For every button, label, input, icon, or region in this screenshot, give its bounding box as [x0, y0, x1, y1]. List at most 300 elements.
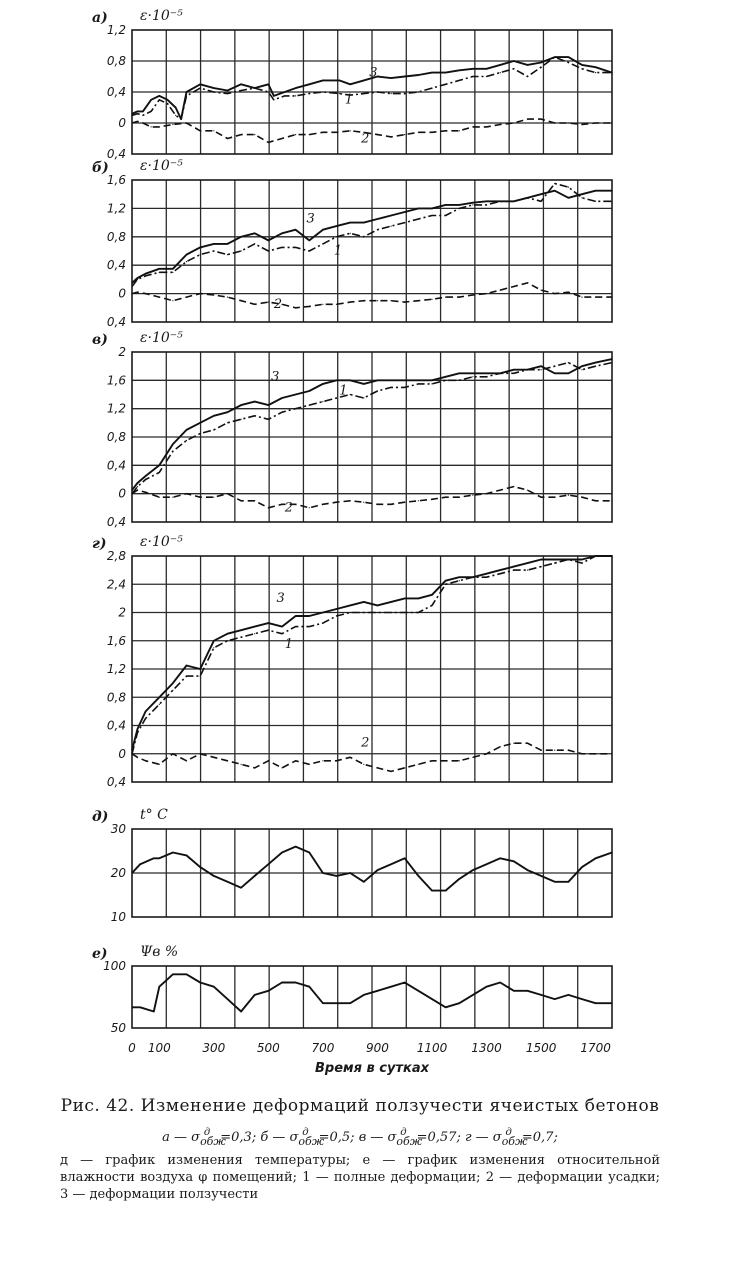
- data-point: [595, 555, 596, 556]
- y-tick-label: 0,4: [106, 515, 126, 529]
- condition-subscript: обж: [200, 1135, 226, 1148]
- y-axis-label: Ψв %: [140, 944, 179, 960]
- data-point: [541, 369, 542, 370]
- data-point: [350, 394, 351, 395]
- data-point: [322, 91, 323, 92]
- data-point: [541, 497, 542, 498]
- y-axis-label: ε·10⁻⁵: [140, 8, 183, 24]
- data-point: [418, 380, 419, 381]
- data-point: [431, 594, 432, 595]
- data-point: [459, 70, 460, 71]
- data-point: [459, 204, 460, 205]
- data-point: [500, 290, 501, 291]
- data-point: [309, 390, 310, 391]
- data-point: [131, 750, 132, 751]
- data-point: [336, 615, 337, 616]
- data-point: [213, 130, 214, 131]
- data-point: [445, 297, 446, 298]
- data-point: [213, 243, 214, 244]
- data-point: [241, 764, 242, 765]
- data-point: [541, 559, 542, 560]
- data-point: [159, 465, 160, 466]
- data-point: [391, 215, 392, 216]
- data-point: [568, 62, 569, 63]
- data-point: [554, 122, 555, 123]
- data-point: [527, 119, 528, 120]
- panel-label: б): [92, 160, 109, 176]
- data-point: [554, 183, 555, 184]
- data-point: [500, 201, 501, 202]
- data-point: [486, 864, 487, 865]
- data-point: [459, 208, 460, 209]
- data-point: [363, 383, 364, 384]
- y-tick-label: 0,4: [106, 147, 126, 161]
- data-point: [431, 760, 432, 761]
- data-point: [172, 268, 173, 269]
- data-point: [431, 999, 432, 1000]
- data-point: [404, 380, 405, 381]
- data-point: [391, 601, 392, 602]
- data-point: [336, 236, 337, 237]
- y-tick-label: 0: [118, 486, 126, 501]
- data-point: [554, 497, 555, 498]
- data-point: [254, 233, 255, 234]
- data-point: [159, 268, 160, 269]
- data-point: [145, 760, 146, 761]
- data-point: [200, 867, 201, 868]
- data-point: [137, 277, 138, 278]
- data-point: [554, 57, 555, 58]
- data-point: [404, 767, 405, 768]
- data-point: [131, 293, 132, 294]
- panel-label: д): [92, 809, 109, 825]
- data-point: [527, 369, 528, 370]
- data-point: [541, 750, 542, 751]
- data-point: [336, 304, 337, 305]
- data-point: [377, 390, 378, 391]
- y-tick-label: 20: [110, 866, 126, 880]
- data-point: [227, 633, 228, 634]
- data-point: [418, 300, 419, 301]
- condition-superscript: д: [302, 1127, 309, 1138]
- data-point: [350, 872, 351, 873]
- data-point: [486, 753, 487, 754]
- data-point: [418, 218, 419, 219]
- data-point: [363, 397, 364, 398]
- data-point: [268, 990, 269, 991]
- data-point: [145, 479, 146, 480]
- data-point: [254, 500, 255, 501]
- data-point: [595, 1003, 596, 1004]
- data-point: [527, 64, 528, 65]
- data-point: [431, 72, 432, 73]
- data-point: [186, 297, 187, 298]
- data-point: [151, 111, 152, 112]
- figure-caption: [60, 1094, 660, 1203]
- data-point: [151, 99, 152, 100]
- data-point: [200, 433, 201, 434]
- data-point: [295, 626, 296, 627]
- data-point: [284, 91, 285, 92]
- x-axis-label: Время в сутках: [315, 1061, 429, 1076]
- data-point: [595, 362, 596, 363]
- data-point: [254, 415, 255, 416]
- data-point: [131, 872, 132, 873]
- x-tick-label: 1700: [580, 1041, 611, 1055]
- condition-subscript: обж: [298, 1135, 325, 1148]
- y-tick-label: 2,4: [106, 577, 126, 592]
- data-point: [363, 612, 364, 613]
- data-point: [339, 93, 340, 94]
- data-point: [172, 300, 173, 301]
- panel-label: в): [92, 332, 108, 348]
- data-point: [309, 250, 310, 251]
- data-point: [513, 122, 514, 123]
- data-point: [227, 493, 228, 494]
- data-point: [459, 878, 460, 879]
- data-point: [541, 366, 542, 367]
- data-point: [554, 293, 555, 294]
- data-point: [459, 380, 460, 381]
- data-point: [377, 218, 378, 219]
- data-point: [281, 397, 282, 398]
- data-point: [581, 64, 582, 65]
- data-point: [172, 690, 173, 691]
- data-point: [581, 194, 582, 195]
- condition-prefix: в — σ: [358, 1130, 397, 1145]
- data-point: [137, 121, 138, 122]
- data-point: [254, 767, 255, 768]
- y-tick-label: 1,2: [106, 201, 126, 216]
- data-point: [268, 419, 269, 420]
- data-point: [281, 626, 282, 627]
- data-point: [131, 286, 132, 287]
- data-point: [295, 307, 296, 308]
- data-point: [611, 753, 612, 754]
- data-point: [241, 630, 242, 631]
- data-point: [568, 292, 569, 293]
- data-point: [418, 74, 419, 75]
- data-point: [391, 300, 392, 301]
- data-point: [159, 697, 160, 698]
- data-point: [186, 974, 187, 975]
- caption-condition: [358, 1127, 465, 1148]
- data-point: [137, 728, 138, 729]
- data-point: [595, 366, 596, 367]
- data-point: [472, 994, 473, 995]
- data-point: [404, 93, 405, 94]
- data-point: [568, 559, 569, 560]
- data-point: [241, 134, 242, 135]
- data-point: [322, 80, 323, 81]
- y-tick-label: 1,2: [106, 401, 126, 416]
- y-tick-label: 30: [110, 822, 126, 836]
- data-point: [500, 858, 501, 859]
- y-tick-label: 1,2: [106, 662, 126, 676]
- data-point: [363, 236, 364, 237]
- x-tick-label: 500: [256, 1041, 280, 1055]
- y-tick-label: 1,6: [106, 373, 126, 388]
- data-point: [404, 76, 405, 77]
- data-point: [131, 282, 132, 283]
- data-point: [309, 240, 310, 241]
- data-point: [281, 138, 282, 139]
- data-point: [377, 870, 378, 871]
- data-point: [295, 247, 296, 248]
- data-point: [486, 201, 487, 202]
- data-point: [281, 412, 282, 413]
- data-point: [336, 397, 337, 398]
- data-point: [295, 408, 296, 409]
- data-point: [142, 111, 143, 112]
- data-point: [568, 122, 569, 123]
- data-point: [241, 90, 242, 91]
- data-point: [445, 380, 446, 381]
- data-point: [513, 373, 514, 374]
- data-point: [581, 753, 582, 754]
- data-point: [172, 852, 173, 853]
- data-point: [227, 90, 228, 91]
- data-point: [350, 757, 351, 758]
- data-point: [611, 201, 612, 202]
- data-point: [418, 208, 419, 209]
- data-point: [227, 999, 228, 1000]
- data-point: [581, 366, 582, 367]
- data-point: [431, 499, 432, 500]
- data-point: [137, 757, 138, 758]
- data-point: [541, 290, 542, 291]
- data-point: [322, 229, 323, 230]
- condition-value: =0,7;: [521, 1130, 558, 1145]
- data-point: [186, 760, 187, 761]
- x-tick-label: 700: [311, 1041, 335, 1055]
- data-point: [145, 275, 146, 276]
- data-point: [159, 497, 160, 498]
- data-point: [172, 272, 173, 273]
- data-point: [137, 482, 138, 483]
- data-point: [500, 373, 501, 374]
- x-tick-label: 1300: [471, 1041, 502, 1055]
- data-point: [159, 95, 160, 96]
- data-point: [295, 846, 296, 847]
- data-point: [213, 640, 214, 641]
- data-point: [445, 497, 446, 498]
- data-point: [350, 302, 351, 303]
- data-point: [295, 394, 296, 395]
- data-point: [309, 84, 310, 85]
- data-point: [137, 292, 138, 293]
- condition-prefix: г — σ: [464, 1130, 502, 1145]
- data-point: [404, 502, 405, 503]
- data-point: [295, 134, 296, 135]
- data-point: [581, 68, 582, 69]
- data-point: [241, 250, 242, 251]
- data-point: [350, 605, 351, 606]
- y-tick-label: 0,4: [106, 775, 126, 789]
- data-point: [241, 236, 242, 237]
- caption-legend-text: д — график изменения температуры; е — график изменения относительной влажности воздуха φ помещений; 1 — полные деформации; 2 — деформации усадки; 3 — деформации ползучести: [60, 1153, 660, 1202]
- data-point: [377, 990, 378, 991]
- data-point: [486, 68, 487, 69]
- data-point: [418, 383, 419, 384]
- data-point: [527, 197, 528, 198]
- data-point: [404, 387, 405, 388]
- data-point: [241, 419, 242, 420]
- data-point: [486, 373, 487, 374]
- data-point: [541, 62, 542, 63]
- data-point: [595, 753, 596, 754]
- data-point: [140, 1007, 141, 1008]
- data-point: [322, 612, 323, 613]
- data-point: [186, 676, 187, 677]
- data-point: [254, 994, 255, 995]
- data-point: [568, 197, 569, 198]
- data-point: [350, 380, 351, 381]
- caption-condition: [162, 1127, 261, 1148]
- data-point: [445, 204, 446, 205]
- data-point: [363, 222, 364, 223]
- data-point: [554, 750, 555, 751]
- data-point: [363, 881, 364, 882]
- data-point: [200, 247, 201, 248]
- data-point: [486, 986, 487, 987]
- data-point: [281, 767, 282, 768]
- data-point: [322, 304, 323, 305]
- condition-prefix: б — σ: [260, 1130, 299, 1145]
- data-point: [268, 864, 269, 865]
- data-point: [500, 64, 501, 65]
- data-point: [391, 78, 392, 79]
- data-point: [459, 760, 460, 761]
- caption-title: Рис. 42. Изменение деформаций ползучести ячеистых бетонов: [60, 1096, 660, 1116]
- data-point: [568, 187, 569, 188]
- data-point: [254, 626, 255, 627]
- data-point: [241, 637, 242, 638]
- data-point: [186, 91, 187, 92]
- curve-label: 2: [361, 735, 370, 751]
- caption-legend: [60, 1124, 660, 1203]
- data-point: [391, 986, 392, 987]
- data-point: [309, 306, 310, 307]
- data-point: [336, 1003, 337, 1004]
- data-point: [336, 608, 337, 609]
- data-point: [213, 88, 214, 89]
- data-point: [404, 612, 405, 613]
- y-axis-label: ε·10⁻⁵: [140, 534, 183, 550]
- data-point: [431, 383, 432, 384]
- data-point: [172, 683, 173, 684]
- y-axis-label: ε·10⁻⁵: [140, 158, 183, 174]
- data-point: [472, 68, 473, 69]
- data-point: [363, 300, 364, 301]
- data-point: [350, 612, 351, 613]
- data-point: [391, 387, 392, 388]
- data-point: [486, 493, 487, 494]
- y-axis-label: t° C: [140, 807, 168, 823]
- data-point: [445, 760, 446, 761]
- y-tick-label: 1,2: [106, 23, 126, 37]
- data-point: [295, 615, 296, 616]
- condition-superscript: д: [203, 1127, 211, 1138]
- data-point: [186, 429, 187, 430]
- y-tick-label: 2: [118, 345, 126, 359]
- caption-conditions: [60, 1124, 660, 1150]
- curve-label: 1: [344, 92, 354, 108]
- data-point: [391, 771, 392, 772]
- data-point: [172, 451, 173, 452]
- data-point: [513, 286, 514, 287]
- x-tick-label: 0: [128, 1041, 136, 1055]
- data-point: [350, 130, 351, 131]
- data-point: [418, 91, 419, 92]
- data-point: [254, 401, 255, 402]
- data-point: [227, 640, 228, 641]
- data-point: [391, 612, 392, 613]
- data-point: [513, 570, 514, 571]
- data-point: [131, 115, 132, 116]
- data-point: [486, 126, 487, 127]
- data-point: [295, 88, 296, 89]
- data-point: [554, 373, 555, 374]
- y-tick-label: 0,8: [106, 690, 126, 705]
- data-point: [350, 1003, 351, 1004]
- data-point: [527, 990, 528, 991]
- y-tick-label: 1,6: [106, 633, 126, 648]
- data-point: [309, 615, 310, 616]
- data-point: [200, 668, 201, 669]
- data-point: [159, 126, 160, 127]
- data-point: [336, 502, 337, 503]
- data-point: [363, 994, 364, 995]
- data-point: [554, 881, 555, 882]
- data-point: [527, 76, 528, 77]
- y-tick-label: 100: [103, 959, 126, 973]
- data-point: [167, 103, 168, 104]
- data-point: [273, 95, 274, 96]
- data-point: [472, 495, 473, 496]
- y-tick-label: 0,4: [106, 458, 126, 473]
- chart-panel-0: [92, 8, 613, 161]
- data-point: [459, 577, 460, 578]
- y-axis-label: ε·10⁻⁵: [140, 330, 183, 346]
- data-point: [172, 497, 173, 498]
- data-point: [186, 122, 187, 123]
- data-point: [513, 861, 514, 862]
- y-tick-label: 10: [110, 910, 126, 924]
- data-point: [227, 412, 228, 413]
- x-tick-label: 100: [147, 1041, 171, 1055]
- data-point: [377, 91, 378, 92]
- data-point: [159, 704, 160, 705]
- data-point: [322, 132, 323, 133]
- data-point: [281, 852, 282, 853]
- data-point: [172, 753, 173, 754]
- data-point: [241, 300, 242, 301]
- data-point: [200, 753, 201, 754]
- y-tick-label: 2: [118, 605, 126, 620]
- data-point: [200, 130, 201, 131]
- data-point: [581, 124, 582, 125]
- data-point: [322, 243, 323, 244]
- data-point: [322, 504, 323, 505]
- data-point: [581, 867, 582, 868]
- data-point: [554, 366, 555, 367]
- data-point: [377, 504, 378, 505]
- data-point: [241, 84, 242, 85]
- data-point: [322, 401, 323, 402]
- data-point: [281, 233, 282, 234]
- y-tick-label: 0: [118, 746, 126, 761]
